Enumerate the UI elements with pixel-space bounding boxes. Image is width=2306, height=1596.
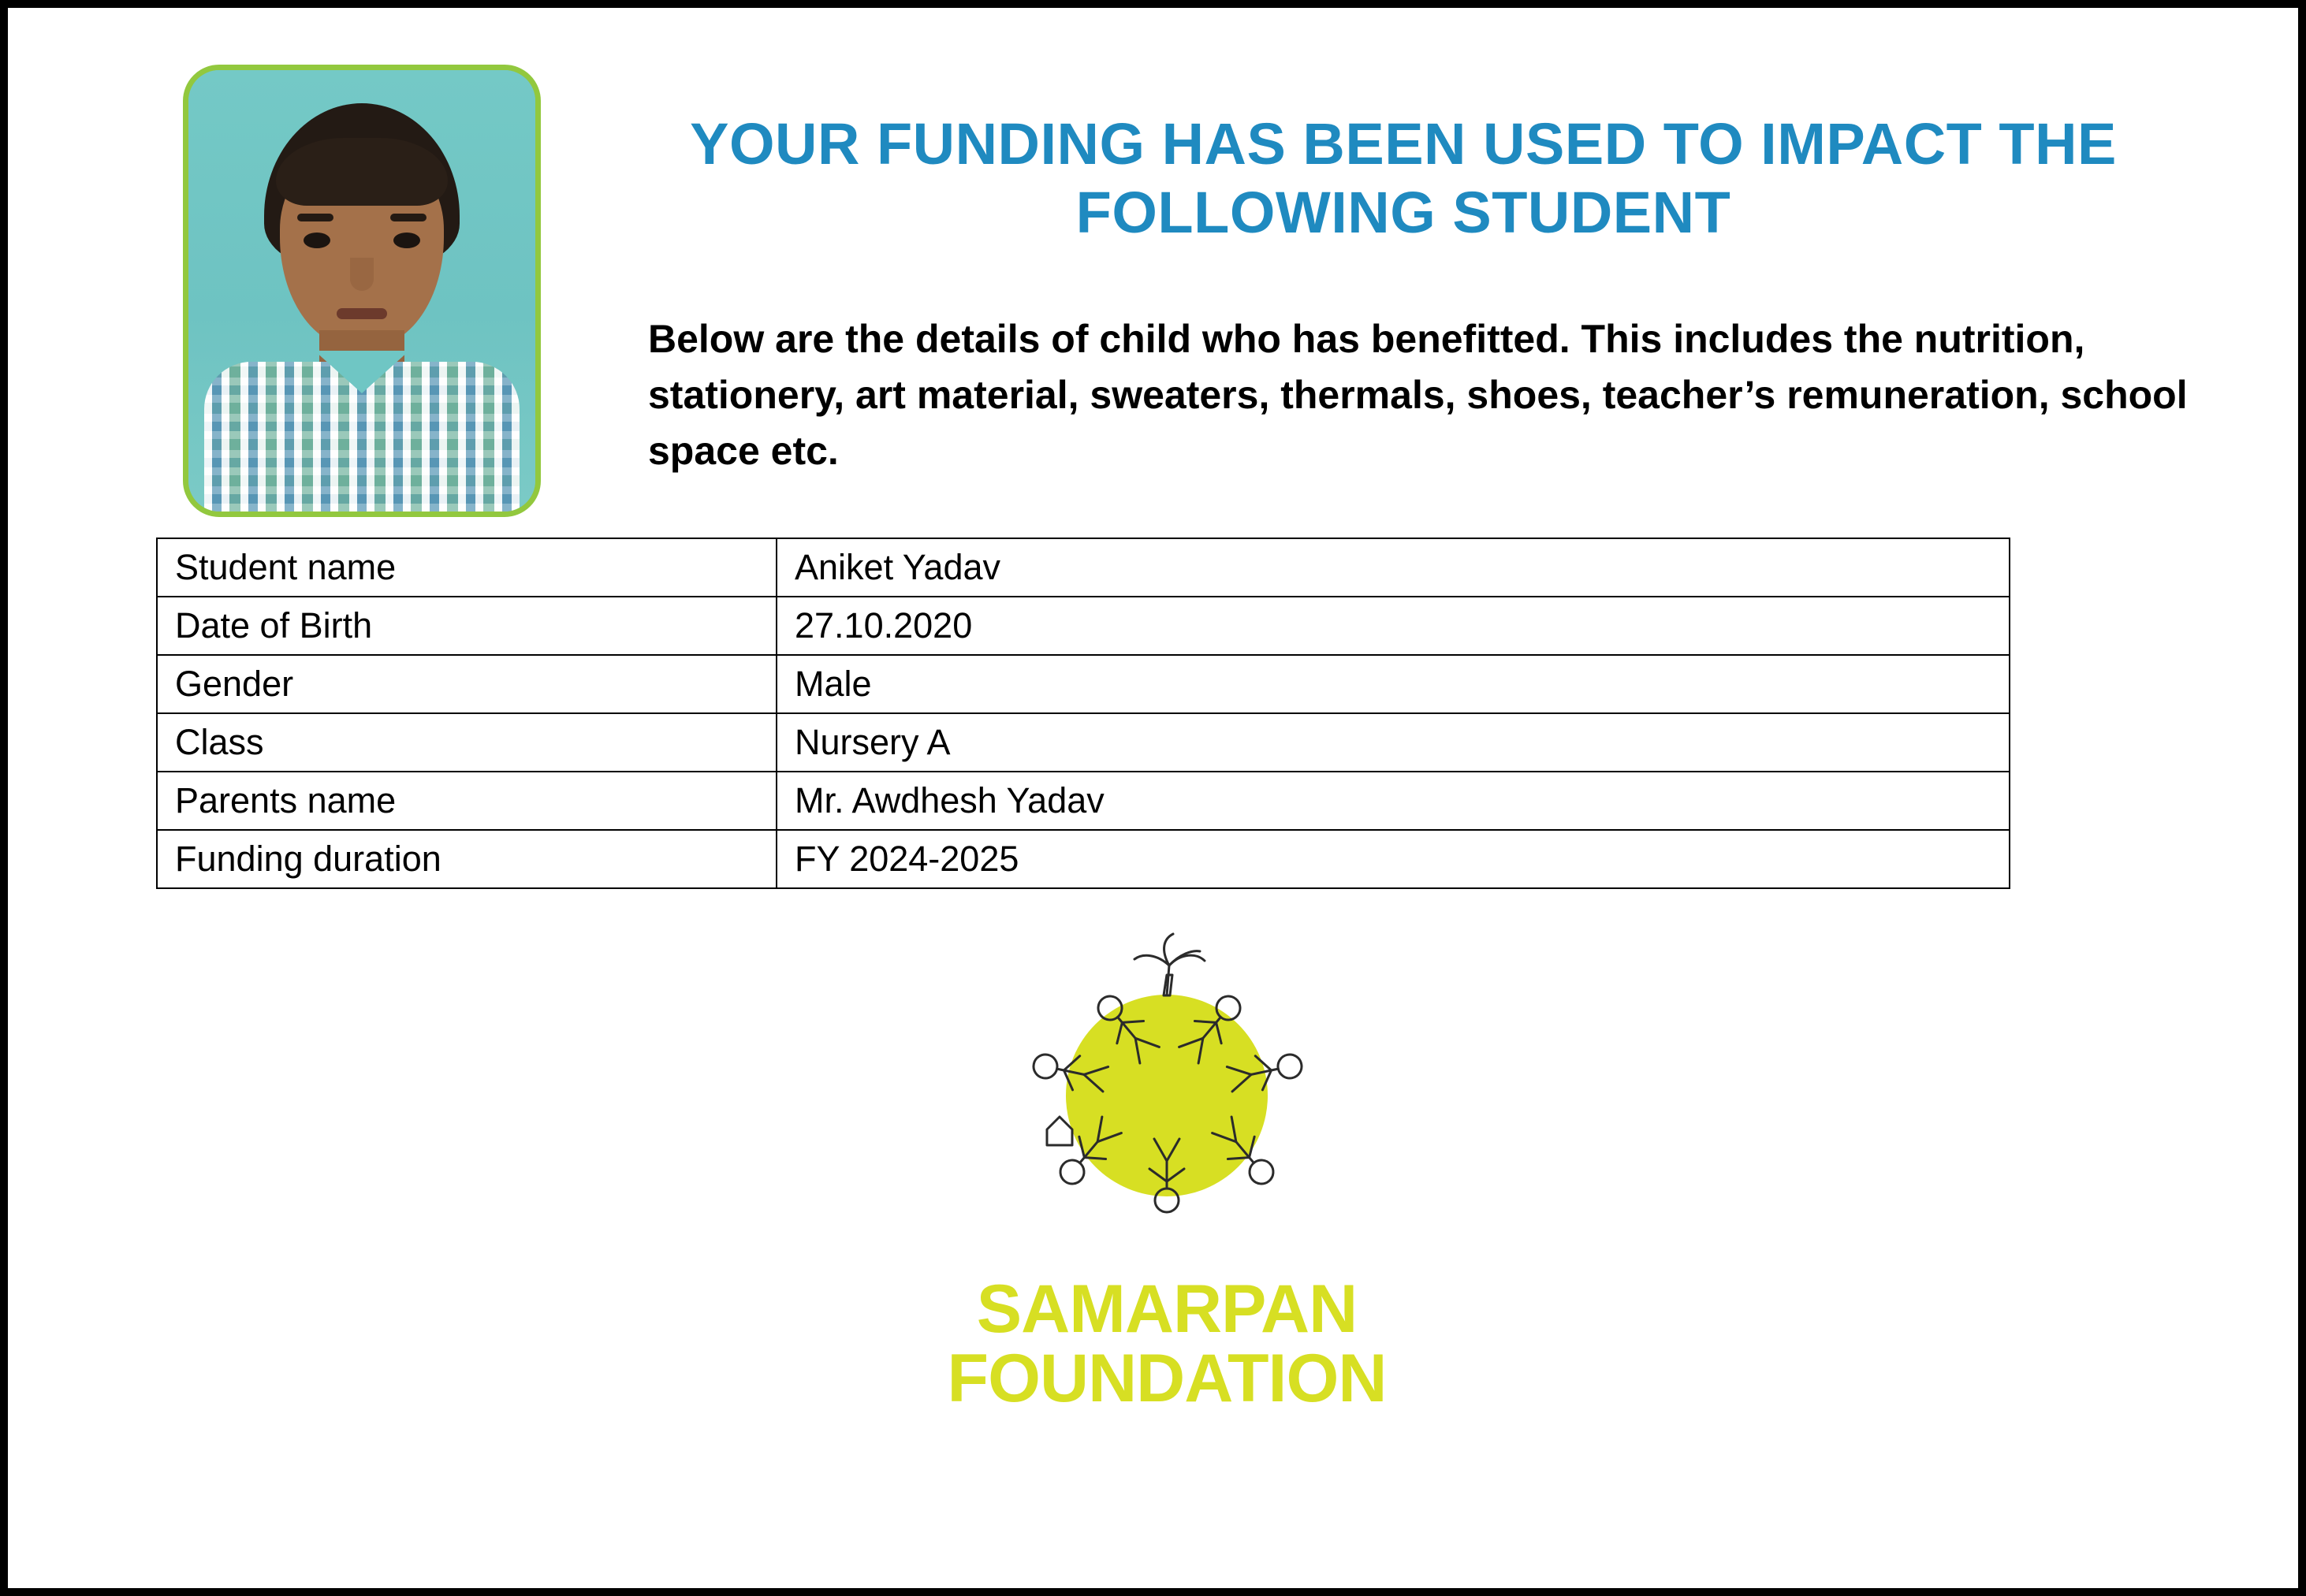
student-photo — [183, 65, 541, 517]
row-label-gender: Gender — [157, 655, 777, 713]
row-label-class: Class — [157, 713, 777, 772]
table-row — [157, 538, 2010, 597]
table-row — [157, 772, 2010, 830]
logo-line-1: SAMARPAN — [976, 1271, 1358, 1347]
photo-mouth — [337, 308, 387, 319]
photo-nose — [350, 258, 374, 291]
organization-logo — [915, 926, 1419, 1416]
table-row — [157, 655, 2010, 713]
row-value-student-name: Aniket Yadav — [777, 538, 2010, 597]
row-value-parents-name: Mr. Awdhesh Yadav — [777, 772, 2010, 830]
row-value-funding-duration: FY 2024-2025 — [777, 830, 2010, 888]
logo-line-2: FOUNDATION — [947, 1340, 1387, 1416]
row-label-student-name: Student name — [157, 538, 777, 597]
children-around-globe-icon — [978, 926, 1356, 1257]
photo-eye-left — [304, 233, 330, 248]
student-details-table — [156, 538, 2010, 889]
table-row — [157, 597, 2010, 655]
student-photo-image — [188, 70, 535, 512]
photo-brow-left — [297, 214, 333, 221]
row-label-parents-name: Parents name — [157, 772, 777, 830]
row-label-date-of-birth: Date of Birth — [157, 597, 777, 655]
row-value-date-of-birth: 27.10.2020 — [777, 597, 2010, 655]
logo-wordmark — [915, 1271, 1419, 1416]
table-row — [157, 830, 2010, 888]
row-label-funding-duration: Funding duration — [157, 830, 777, 888]
row-value-gender: Male — [777, 655, 2010, 713]
table-row — [157, 713, 2010, 772]
intro-paragraph: Below are the details of child who has benefitted. This includes the nutrition, stationery, art material, sweaters, thermals, shoes, teacher’s remuneration, school space etc. — [648, 317, 2188, 473]
row-value-class: Nursery A — [777, 713, 2010, 772]
page-title: YOUR FUNDING HAS BEEN USED TO IMPACT THE FOLLOWING STUDENT — [690, 111, 2117, 245]
photo-fringe — [276, 138, 448, 206]
photo-brow-right — [390, 214, 427, 221]
photo-eye-right — [393, 233, 420, 248]
